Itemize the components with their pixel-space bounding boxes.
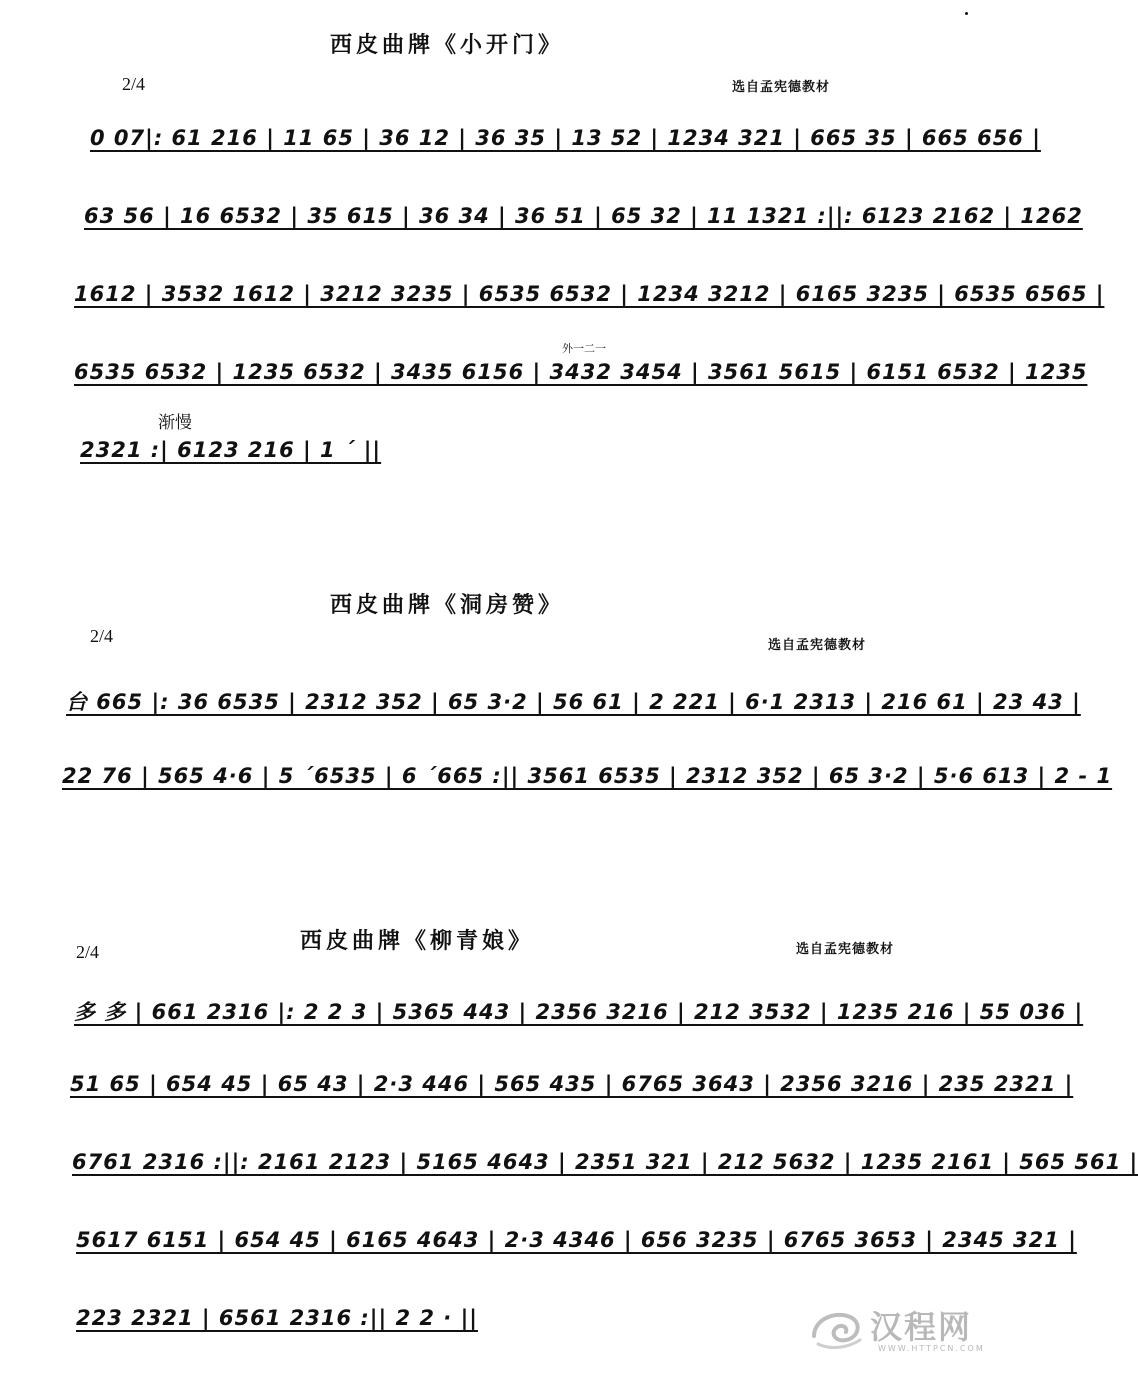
swirl-logo-icon [808, 1306, 866, 1352]
watermark-text: 汉程网 [870, 1308, 973, 1346]
notation-line: 1612 | 3532 1612 | 3212 3235 | 6535 6532 | 1234 3212 | 6165 3235 | 6535 6565 | [74, 282, 1105, 306]
notation-line: 6761 2316 :||: 2161 2123 | 5165 4643 | 2351 321 | 212 5632 | 1235 2161 | 565 561 | [72, 1150, 1138, 1174]
notation-line: 6535 6532 | 1235 6532 | 3435 6156 | 3432 3454 | 3561 5615 | 6151 6532 | 1235 [74, 360, 1088, 384]
corner-dot [965, 12, 968, 15]
source-credit: 选自孟宪德教材 [732, 80, 831, 95]
time-signature: 2/4 [76, 942, 100, 962]
notation-line: 22 76 | 565 4·6 | 5 ˊ6535 | 6 ˊ665 :|| 3561 6535 | 2312 352 | 65 3·2 | 5·6 613 | 2 - 1 [62, 764, 1113, 788]
notation-line: 0 07|: 61 216 | 11 65 | 36 12 | 36 35 | 13 52 | 1234 321 | 665 35 | 665 656 | [90, 126, 1041, 150]
tempo-marking: 渐慢 [158, 413, 192, 433]
piece-title: 西皮曲牌《柳青娘》 [300, 928, 535, 954]
notation-line: 223 2321 | 6561 2316 :|| 2 2 · || [76, 1306, 478, 1330]
notation-line: 51 65 | 654 45 | 65 43 | 2·3 446 | 565 435 | 6765 3643 | 2356 3216 | 235 2321 | [70, 1072, 1074, 1096]
notation-line: 63 56 | 16 6532 | 35 615 | 36 34 | 36 51 | 65 32 | 11 1321 :||: 6123 2162 | 1262 [84, 204, 1083, 228]
site-watermark [808, 1300, 985, 1366]
piece-title: 西皮曲牌《小开门》 [330, 32, 565, 58]
notation-line: 2321 :| 6123 216 | 1 ˊ || [80, 438, 382, 462]
notation-line: 多 多 | 661 2316 |: 2 2 3 | 5365 443 | 2356 3216 | 212 3532 | 1235 216 | 55 036 | [74, 1000, 1084, 1024]
source-credit: 选自孟宪德教材 [768, 638, 867, 653]
fingering-annotation: 外一二一 [562, 342, 606, 355]
notation-line: 台 665 |: 36 6535 | 2312 352 | 65 3·2 | 56 61 | 2 221 | 6·1 2313 | 216 61 | 23 43 | [66, 690, 1081, 714]
time-signature: 2/4 [122, 74, 146, 94]
piece-title: 西皮曲牌《洞房赞》 [330, 592, 565, 618]
source-credit: 选自孟宪德教材 [796, 942, 895, 957]
time-signature: 2/4 [90, 626, 114, 646]
notation-line: 5617 6151 | 654 45 | 6165 4643 | 2·3 4346 | 656 3235 | 6765 3653 | 2345 321 | [76, 1228, 1077, 1252]
watermark-url: WWW.HTTPCN.COM [878, 1344, 985, 1353]
